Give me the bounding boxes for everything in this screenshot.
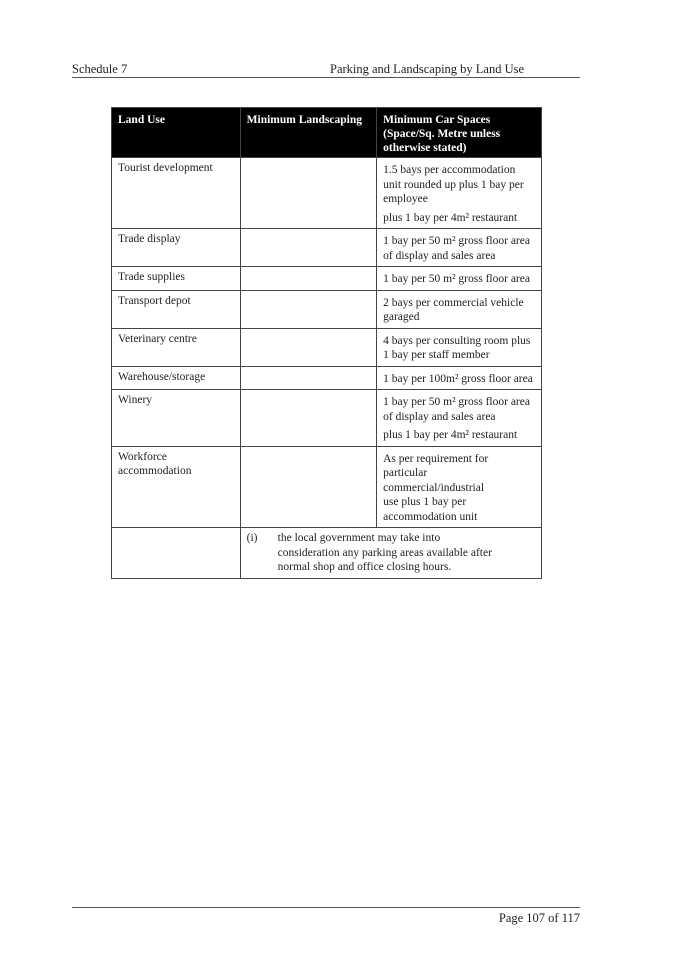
table-row <box>112 366 542 390</box>
car-spaces-text: 1.5 bays per accommodation unit rounded up plus 1 bay per employee <box>383 164 524 205</box>
table-row <box>112 267 542 291</box>
car-spaces-cell <box>377 366 542 390</box>
car-spaces-cell <box>377 328 542 366</box>
car-spaces-text: 1 bay per 50 m² gross floor area of display and sales area <box>383 235 530 262</box>
land-use-cell: Tourist development <box>112 158 241 229</box>
landscaping-cell <box>240 290 376 328</box>
car-spaces-text: plus 1 bay per 4m² restaurant <box>383 429 518 441</box>
landscaping-cell <box>240 328 376 366</box>
car-spaces-text: 1 bay per 50 m² gross floor area of display and sales area <box>383 396 530 423</box>
land-use-cell: Workforce accommodation <box>112 446 241 528</box>
car-spaces-cell <box>377 446 542 528</box>
page-header <box>72 60 580 78</box>
table-row <box>112 229 542 267</box>
note-number: (i) <box>246 532 258 544</box>
page-number: Page 107 of 117 <box>498 911 580 925</box>
header-min-car-spaces: Minimum Car Spaces (Space/Sq. Metre unless otherwise stated) <box>377 108 542 158</box>
car-spaces-cell <box>377 290 542 328</box>
car-spaces-cell <box>377 229 542 267</box>
header-land-use: Land Use <box>112 108 241 158</box>
table-note-row <box>112 528 542 579</box>
land-use-cell: Veterinary centre <box>112 328 241 366</box>
landscaping-cell <box>240 446 376 528</box>
section-title: Parking and Landscaping by Land Use <box>330 62 525 76</box>
parking-landscaping-table <box>111 107 542 579</box>
car-spaces-text: 1 bay per 100m² gross floor area <box>383 372 533 385</box>
header-min-landscaping: Minimum Landscaping <box>240 108 376 158</box>
car-spaces-text: As per requirement for particular commercial/industrial use plus 1 bay per accommodation unit <box>383 452 489 523</box>
table-row <box>112 158 542 229</box>
land-use-cell: Warehouse/storage <box>112 366 241 390</box>
page-footer <box>72 907 580 925</box>
schedule-label: Schedule 7 <box>72 62 128 76</box>
car-spaces-text: 4 bays per consulting room plus 1 bay per staff member <box>383 334 531 361</box>
landscaping-cell <box>240 267 376 291</box>
empty-cell <box>112 528 241 579</box>
table-row <box>112 290 542 328</box>
table-header-row <box>112 108 542 158</box>
landscaping-cell <box>240 229 376 267</box>
land-use-cell: Trade supplies <box>112 267 241 291</box>
land-use-cell: Trade display <box>112 229 241 267</box>
land-use-cell: Winery <box>112 390 241 447</box>
car-spaces-cell <box>377 267 542 291</box>
landscaping-cell <box>240 366 376 390</box>
landscaping-cell <box>240 390 376 447</box>
landscaping-cell <box>240 158 376 229</box>
car-spaces-cell <box>377 158 542 229</box>
table-row <box>112 328 542 366</box>
car-spaces-text: plus 1 bay per 4m² restaurant <box>383 211 518 224</box>
table-row <box>112 446 542 528</box>
note-cell <box>240 528 541 579</box>
car-spaces-text: 2 bays per commercial vehicle garaged <box>383 296 524 323</box>
note-text: the local government may take into consideration any parking areas available after normal shop and office closing hours. <box>277 532 492 573</box>
land-use-cell: Transport depot <box>112 290 241 328</box>
table-row <box>112 390 542 447</box>
car-spaces-text: 1 bay per 50 m² gross floor area <box>383 273 530 285</box>
car-spaces-cell <box>377 390 542 447</box>
